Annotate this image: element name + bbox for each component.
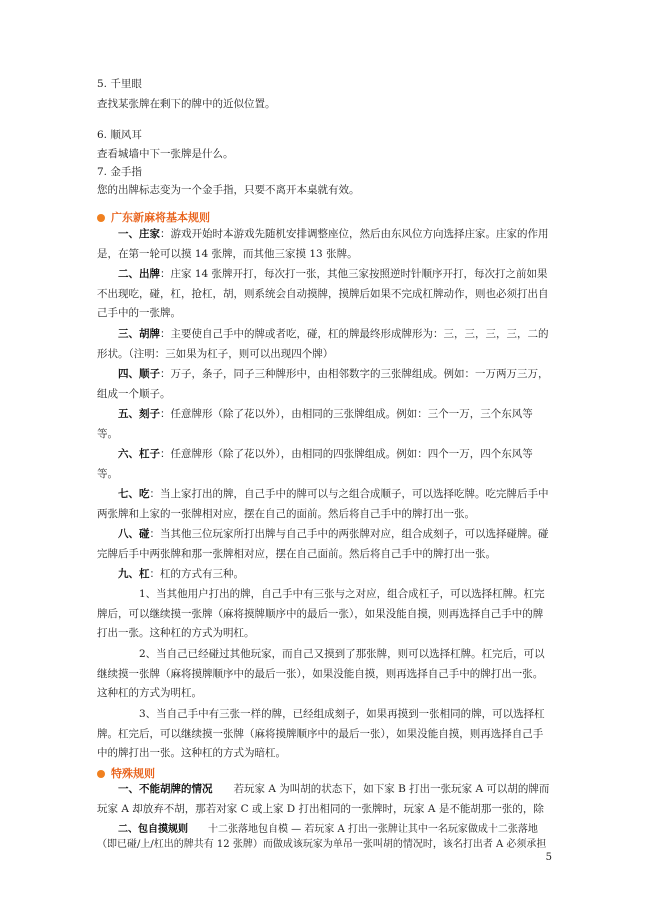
rule-kong: 九、杠：杠的方式有三种。 [118, 568, 244, 580]
section-heading-special-rules: 特殊规则 [97, 765, 155, 781]
kong-method-1: 1、当其他用户打出的牌，自己手中有三张与之对应，组合成杠子，可以选择杠牌。杠完牌后，可以继续摸一张牌（麻将摸牌顺序中的最后一张），如果没能自摸，则再选择自己手中的牌打出一张。这种杠的方式为明杠。 [97, 588, 545, 639]
item-7-title: 7. 金手指 [97, 166, 142, 178]
rule-triplet: 五、刻子：任意牌形（除了花以外），由相同的三张牌组成。例如：三个一万，三个东风等等。 [97, 408, 533, 440]
rule-discard: 二、出牌：庄家 14 张牌开打，每次打一张，其他三家按照逆时针顺序开打，每次打之前如果不出现吃，碰，杠，抢杠，胡，则系统会自动摸牌，摸牌后如果不完成杠牌动作，则也必须打出自己手中的一张牌。 [97, 268, 549, 319]
kong-method-2: 2、当自己已经碰过其他玩家，而自己又摸到了那张牌，则可以选择杠牌。杠完后，可以继续摸一张牌（麻将摸牌顺序中的最后一张），如果没能自摸，则再选择自己手中的牌打出一张。这种杠的方式为明杠。 [97, 648, 545, 699]
kong-method-3: 3、当自己手中有三张一样的牌，已经组成刻子，如果再摸到一张相同的牌，可以选择杠牌。杠完后，可以继续摸一张牌（麻将摸牌顺序中的最后一张），如果没能自摸，则再选择自己手中的牌打出一张。这种杠的方式为暗杠。 [97, 708, 545, 759]
item-6-desc: 查看城墙中下一张牌是什么。 [97, 148, 234, 160]
item-6-title: 6. 顺风耳 [97, 129, 142, 141]
page-number: 5 [545, 852, 552, 863]
item-7-desc: 您的出牌标志变为一个金手指，只要不离开本桌就有效。 [97, 184, 360, 196]
rule-cannot-win: 一、不能胡牌的情况 若玩家 A 为叫胡的状态下，如下家 B 打出一张玩家 A 可以胡的牌而玩家 A 却放弃不胡，那若对家 C 或上家 D 打出相同的一张牌时，玩家 A 是不能胡那一张的，除 [97, 783, 550, 815]
item-5-desc: 查找某张牌在剩下的牌中的近似位置。 [97, 98, 276, 110]
item-5-title: 5. 千里眼 [97, 78, 142, 90]
rule-kong-set: 六、杠子：任意牌形（除了花以外），由相同的四张牌组成。例如：四个一万，四个东风等等。 [97, 448, 533, 480]
rule-self-draw-liability: 二、包自摸规则 十二张落地包自模 — 若玩家 A 打出一张牌让其中一名玩家做成十二张落地（即已碰/上/杠出的牌共有 12 张牌）而做成该玩家为单吊一张叫胡的情况时，该名打出者 A 必须承担 [97, 824, 547, 850]
rule-banker: 一、庄家：游戏开始时本游戏先随机安排调整座位，然后由东风位方向选择庄家。庄家的作用是，在第一轮可以摸 14 张牌，而其他三家摸 13 张牌。 [97, 228, 549, 260]
section-heading-basic-rules: 广东新麻将基本规则 [97, 209, 210, 225]
rule-sequence: 四、顺子：万子，条子，同子三种牌形中，由相邻数字的三张牌组成。例如：一万两万三万，组成一个顺子。 [97, 368, 549, 400]
rule-win: 三、胡牌：主要使自己手中的牌或者吃，碰，杠的牌最终形成牌形为：三，三，三，三，二的形状。（注明：三如果为杠子，则可以出现四个牌） [97, 328, 549, 360]
orange-bullet-icon [97, 214, 105, 222]
rule-pung: 八、碰：当其他三位玩家所打出牌与自己手中的两张牌对应，组合成刻子，可以选择碰牌。碰完牌后手中两张牌和那一张牌相对应，摆在自己面前。然后将自己手中的牌打出一张。 [97, 528, 549, 560]
rule-chow: 七、吃：当上家打出的牌，自己手中的牌可以与之组合成顺子，可以选择吃牌。吃完牌后手中两张牌和上家的一张牌相对应，摆在自己的面前。然后将自己手中的牌打出一张。 [97, 488, 549, 520]
orange-bullet-icon [97, 770, 105, 778]
